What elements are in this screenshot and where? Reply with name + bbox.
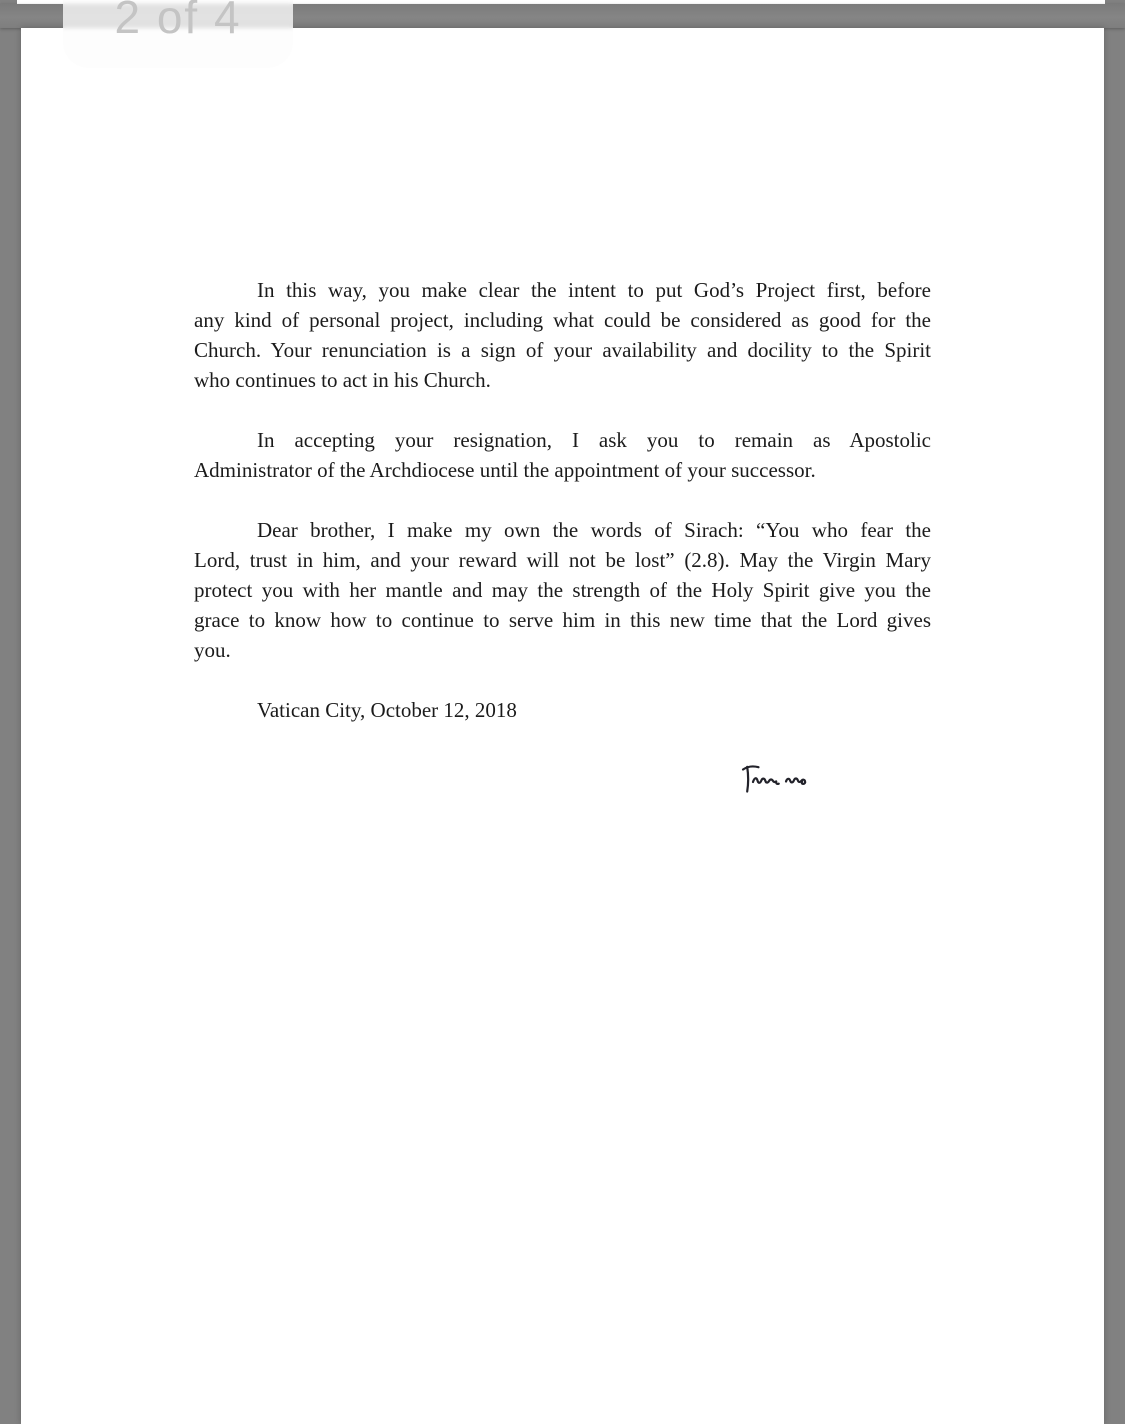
letter-paragraph-3	[194, 515, 931, 665]
signature	[740, 763, 820, 793]
signature-francesco-image	[740, 763, 818, 793]
text-line: Church. Your renunciation is a sign of your availability and docility to the Spirit	[194, 338, 931, 362]
text-line: who continues to act in his Church.	[194, 368, 491, 392]
text-line: Dear brother, I make my own the words of Sirach: “You who fear the	[257, 518, 931, 542]
page-indicator-label: 2 of 4	[114, 0, 242, 43]
text-line: any kind of personal project, including what could be considered as good for the	[194, 308, 931, 332]
text-line: you.	[194, 638, 231, 662]
text-line: Administrator of the Archdiocese until the appointment of your successor.	[194, 458, 816, 482]
document-page[interactable]	[21, 28, 1104, 1424]
text-line: protect you with her mantle and may the strength of the Holy Spirit give you the	[194, 578, 931, 602]
text-line: In accepting your resignation, I ask you to remain as Apostolic	[257, 428, 931, 452]
text-line: In this way, you make clear the intent to put God’s Project first, before	[257, 278, 931, 302]
letter-body	[194, 275, 931, 793]
page-indicator-pill	[63, 0, 293, 68]
text-line: grace to know how to continue to serve him in this new time that the Lord gives	[194, 608, 931, 632]
letter-paragraph-2	[194, 425, 931, 485]
date-line: Vatican City, October 12, 2018	[257, 698, 517, 722]
text-line: Lord, trust in him, and your reward will not be lost” (2.8). May the Virgin Mary	[194, 548, 931, 572]
letter-paragraph-1	[194, 275, 931, 395]
